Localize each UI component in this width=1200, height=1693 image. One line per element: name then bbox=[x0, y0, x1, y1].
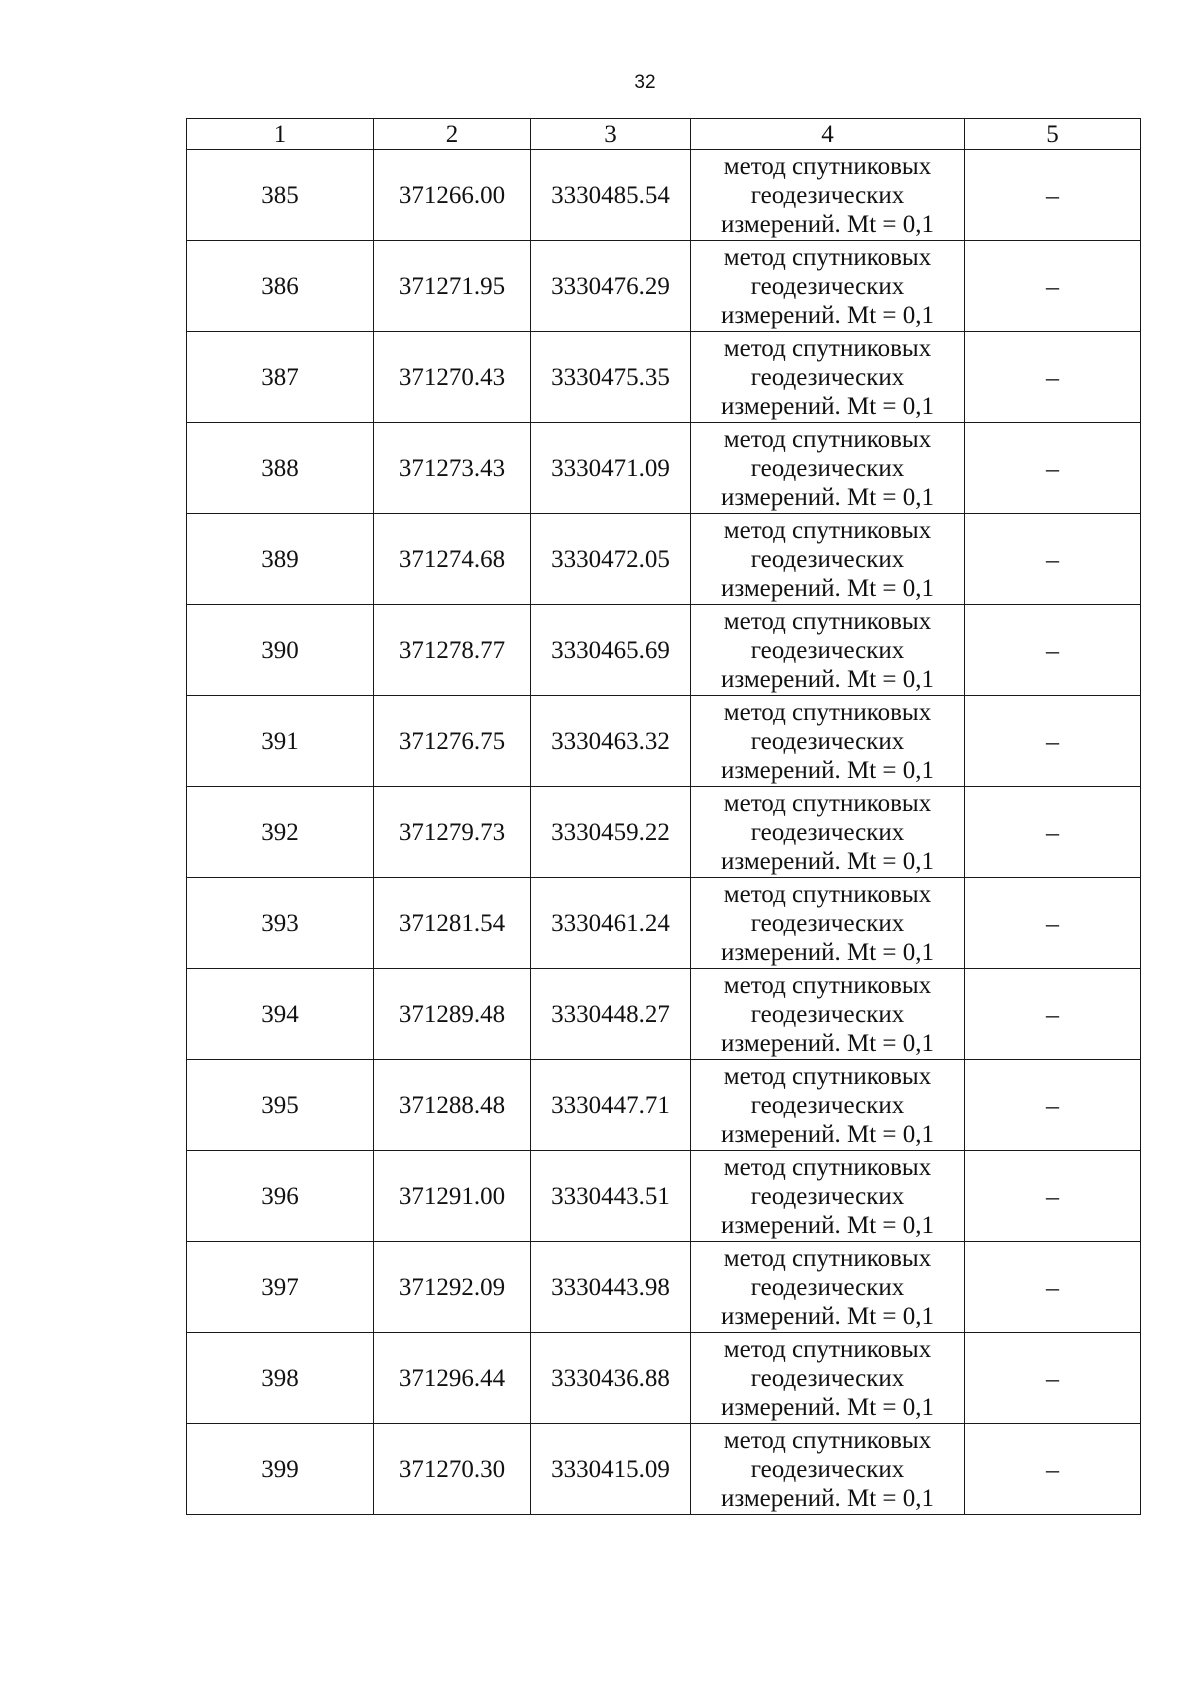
method-text-line: геодезических bbox=[750, 363, 905, 391]
column-header: 4 bbox=[691, 119, 965, 150]
method-cell bbox=[691, 1333, 965, 1424]
y-coordinate-cell: 3330461.24 bbox=[531, 878, 691, 969]
point-number-cell: 387 bbox=[187, 332, 374, 423]
column-5-cell: – bbox=[965, 605, 1141, 696]
method-text-line: измерений. Mt = 0,1 bbox=[720, 1029, 935, 1057]
method-text-line: измерений. Mt = 0,1 bbox=[720, 938, 935, 966]
point-number-cell: 399 bbox=[187, 1424, 374, 1515]
point-number-cell: 385 bbox=[187, 150, 374, 241]
method-cell bbox=[691, 1242, 965, 1333]
method-text-line: геодезических bbox=[750, 1364, 905, 1392]
x-coordinate-cell: 371274.68 bbox=[374, 514, 531, 605]
table-row bbox=[187, 1151, 1141, 1242]
point-number-cell: 395 bbox=[187, 1060, 374, 1151]
x-coordinate-cell: 371271.95 bbox=[374, 241, 531, 332]
point-number-cell: 389 bbox=[187, 514, 374, 605]
x-coordinate-cell: 371266.00 bbox=[374, 150, 531, 241]
column-5-cell: – bbox=[965, 787, 1141, 878]
y-coordinate-cell: 3330465.69 bbox=[531, 605, 691, 696]
point-number-cell: 390 bbox=[187, 605, 374, 696]
table-row bbox=[187, 1060, 1141, 1151]
x-coordinate-cell: 371281.54 bbox=[374, 878, 531, 969]
y-coordinate-cell: 3330475.35 bbox=[531, 332, 691, 423]
table-row bbox=[187, 332, 1141, 423]
method-text-line: метод спутниковых bbox=[723, 152, 932, 180]
method-text-line: измерений. Mt = 0,1 bbox=[720, 210, 935, 238]
x-coordinate-cell: 371288.48 bbox=[374, 1060, 531, 1151]
method-text-line: метод спутниковых bbox=[723, 698, 932, 726]
method-text-line: метод спутниковых bbox=[723, 789, 932, 817]
x-coordinate-cell: 371278.77 bbox=[374, 605, 531, 696]
method-text-line: геодезических bbox=[750, 909, 905, 937]
column-5-cell: – bbox=[965, 1333, 1141, 1424]
method-cell bbox=[691, 605, 965, 696]
point-number-cell: 391 bbox=[187, 696, 374, 787]
table-body bbox=[187, 150, 1141, 1515]
table-row bbox=[187, 150, 1141, 241]
method-text-line: геодезических bbox=[750, 181, 905, 209]
point-number-cell: 386 bbox=[187, 241, 374, 332]
method-cell bbox=[691, 1151, 965, 1242]
x-coordinate-cell: 371296.44 bbox=[374, 1333, 531, 1424]
method-text-line: геодезических bbox=[750, 454, 905, 482]
method-text-line: измерений. Mt = 0,1 bbox=[720, 1120, 935, 1148]
y-coordinate-cell: 3330448.27 bbox=[531, 969, 691, 1060]
method-text-line: измерений. Mt = 0,1 bbox=[720, 1484, 935, 1512]
method-text-line: измерений. Mt = 0,1 bbox=[720, 483, 935, 511]
column-5-cell: – bbox=[965, 514, 1141, 605]
table-row bbox=[187, 241, 1141, 332]
column-5-cell: – bbox=[965, 423, 1141, 514]
method-text-line: измерений. Mt = 0,1 bbox=[720, 301, 935, 329]
y-coordinate-cell: 3330459.22 bbox=[531, 787, 691, 878]
column-5-cell: – bbox=[965, 150, 1141, 241]
method-text-line: геодезических bbox=[750, 727, 905, 755]
y-coordinate-cell: 3330443.98 bbox=[531, 1242, 691, 1333]
method-text-line: геодезических bbox=[750, 1091, 905, 1119]
x-coordinate-cell: 371270.30 bbox=[374, 1424, 531, 1515]
method-cell bbox=[691, 514, 965, 605]
point-number-cell: 397 bbox=[187, 1242, 374, 1333]
method-text-line: геодезических bbox=[750, 272, 905, 300]
method-text-line: измерений. Mt = 0,1 bbox=[720, 1393, 935, 1421]
method-text-line: измерений. Mt = 0,1 bbox=[720, 756, 935, 784]
y-coordinate-cell: 3330447.71 bbox=[531, 1060, 691, 1151]
method-text-line: геодезических bbox=[750, 1182, 905, 1210]
x-coordinate-cell: 371291.00 bbox=[374, 1151, 531, 1242]
column-5-cell: – bbox=[965, 1424, 1141, 1515]
x-coordinate-cell: 371276.75 bbox=[374, 696, 531, 787]
table-row bbox=[187, 878, 1141, 969]
column-header: 1 bbox=[187, 119, 374, 150]
method-text-line: геодезических bbox=[750, 818, 905, 846]
method-text-line: геодезических bbox=[750, 1000, 905, 1028]
page-number: 32 bbox=[634, 72, 656, 93]
method-text-line: метод спутниковых bbox=[723, 425, 932, 453]
method-cell bbox=[691, 696, 965, 787]
method-cell bbox=[691, 787, 965, 878]
table-row bbox=[187, 605, 1141, 696]
method-text-line: метод спутниковых bbox=[723, 1153, 932, 1181]
y-coordinate-cell: 3330472.05 bbox=[531, 514, 691, 605]
method-cell bbox=[691, 1424, 965, 1515]
x-coordinate-cell: 371270.43 bbox=[374, 332, 531, 423]
column-5-cell: – bbox=[965, 696, 1141, 787]
column-header: 3 bbox=[531, 119, 691, 150]
method-text-line: геодезических bbox=[750, 1273, 905, 1301]
method-text-line: метод спутниковых bbox=[723, 243, 932, 271]
method-cell bbox=[691, 332, 965, 423]
column-header: 2 bbox=[374, 119, 531, 150]
y-coordinate-cell: 3330443.51 bbox=[531, 1151, 691, 1242]
method-text-line: измерений. Mt = 0,1 bbox=[720, 665, 935, 693]
method-text-line: геодезических bbox=[750, 636, 905, 664]
method-cell bbox=[691, 423, 965, 514]
y-coordinate-cell: 3330485.54 bbox=[531, 150, 691, 241]
y-coordinate-cell: 3330463.32 bbox=[531, 696, 691, 787]
point-number-cell: 394 bbox=[187, 969, 374, 1060]
method-text-line: метод спутниковых bbox=[723, 971, 932, 999]
method-text-line: метод спутниковых bbox=[723, 880, 932, 908]
method-cell bbox=[691, 878, 965, 969]
method-cell bbox=[691, 241, 965, 332]
method-text-line: геодезических bbox=[750, 545, 905, 573]
column-5-cell: – bbox=[965, 1151, 1141, 1242]
y-coordinate-cell: 3330415.09 bbox=[531, 1424, 691, 1515]
method-cell bbox=[691, 1060, 965, 1151]
x-coordinate-cell: 371273.43 bbox=[374, 423, 531, 514]
column-5-cell: – bbox=[965, 878, 1141, 969]
method-text-line: измерений. Mt = 0,1 bbox=[720, 392, 935, 420]
method-text-line: метод спутниковых bbox=[723, 1062, 932, 1090]
method-text-line: измерений. Mt = 0,1 bbox=[720, 1211, 935, 1239]
coordinates-table bbox=[186, 118, 1141, 1515]
method-text-line: метод спутниковых bbox=[723, 1244, 932, 1272]
method-text-line: метод спутниковых bbox=[723, 334, 932, 362]
method-cell bbox=[691, 969, 965, 1060]
method-cell bbox=[691, 150, 965, 241]
method-text-line: измерений. Mt = 0,1 bbox=[720, 574, 935, 602]
column-5-cell: – bbox=[965, 1060, 1141, 1151]
column-5-cell: – bbox=[965, 969, 1141, 1060]
method-text-line: измерений. Mt = 0,1 bbox=[720, 847, 935, 875]
table-header-row bbox=[187, 119, 1141, 150]
x-coordinate-cell: 371279.73 bbox=[374, 787, 531, 878]
method-text-line: метод спутниковых bbox=[723, 607, 932, 635]
table-row bbox=[187, 696, 1141, 787]
y-coordinate-cell: 3330436.88 bbox=[531, 1333, 691, 1424]
y-coordinate-cell: 3330476.29 bbox=[531, 241, 691, 332]
method-text-line: метод спутниковых bbox=[723, 516, 932, 544]
table-row bbox=[187, 514, 1141, 605]
point-number-cell: 398 bbox=[187, 1333, 374, 1424]
table-row bbox=[187, 969, 1141, 1060]
point-number-cell: 392 bbox=[187, 787, 374, 878]
method-text-line: геодезических bbox=[750, 1455, 905, 1483]
y-coordinate-cell: 3330471.09 bbox=[531, 423, 691, 514]
column-5-cell: – bbox=[965, 332, 1141, 423]
column-5-cell: – bbox=[965, 1242, 1141, 1333]
table-row bbox=[187, 1424, 1141, 1515]
x-coordinate-cell: 371292.09 bbox=[374, 1242, 531, 1333]
point-number-cell: 396 bbox=[187, 1151, 374, 1242]
method-text-line: метод спутниковых bbox=[723, 1335, 932, 1363]
column-5-cell: – bbox=[965, 241, 1141, 332]
column-header: 5 bbox=[965, 119, 1141, 150]
table-row bbox=[187, 787, 1141, 878]
table-row bbox=[187, 1242, 1141, 1333]
point-number-cell: 388 bbox=[187, 423, 374, 514]
table-row bbox=[187, 1333, 1141, 1424]
method-text-line: метод спутниковых bbox=[723, 1426, 932, 1454]
table-row bbox=[187, 423, 1141, 514]
point-number-cell: 393 bbox=[187, 878, 374, 969]
x-coordinate-cell: 371289.48 bbox=[374, 969, 531, 1060]
method-text-line: измерений. Mt = 0,1 bbox=[720, 1302, 935, 1330]
